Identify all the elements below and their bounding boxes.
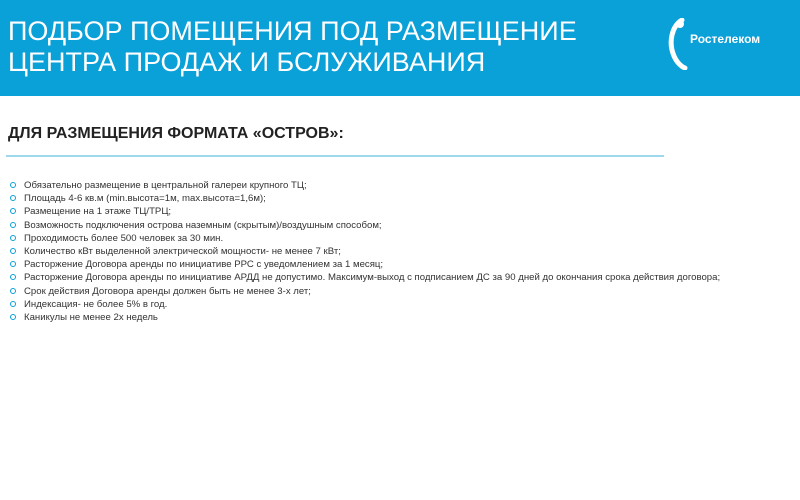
page-title-line-1: ПОДБОР ПОМЕЩЕНИЯ ПОД РАЗМЕЩЕНИЕ: [8, 16, 577, 46]
bullet-circle-icon: [10, 261, 16, 267]
bullet-circle-icon: [10, 301, 16, 307]
list-item: [10, 205, 790, 218]
bullet-circle-icon: [10, 235, 16, 241]
bullet-circle-icon: [10, 314, 16, 320]
list-item: [10, 192, 790, 205]
page-title-line-2: ЦЕНТРА ПРОДАЖ И БСЛУЖИВАНИЯ: [8, 47, 486, 77]
section-divider: [6, 155, 664, 157]
list-item: [10, 219, 790, 232]
list-item-text: Расторжение Договора аренды по инициативе РРС с уведомлением за 1 месяц;: [24, 259, 384, 271]
list-item-text: Срок действия Договора аренды должен быть не менее 3-х лет;: [24, 285, 311, 297]
bullet-circle-icon: [10, 182, 16, 188]
bullet-circle-icon: [10, 208, 16, 214]
list-item: [10, 285, 790, 298]
page-title: [8, 16, 628, 78]
requirements-list: [10, 179, 790, 324]
list-item: [10, 298, 790, 311]
list-item-text: Размещение на 1 этаже ТЦ/ТРЦ;: [24, 206, 172, 218]
list-item: [10, 271, 790, 284]
list-item: [10, 311, 790, 324]
list-item-text: Количество кВт выделенной электрической мощности- не менее 7 кВт;: [24, 246, 341, 258]
bullet-circle-icon: [10, 288, 16, 294]
header-banner: [0, 0, 800, 96]
bullet-circle-icon: [10, 195, 16, 201]
list-item-text: Каникулы не менее 2х недель: [24, 312, 158, 324]
list-item-text: Проходимость более 500 человек за 30 мин.: [24, 232, 224, 244]
rostelecom-logo: [666, 18, 792, 70]
section-heading: ДЛЯ РАЗМЕЩЕНИЯ ФОРМАТА «ОСТРОВ»:: [8, 125, 344, 142]
list-item: [10, 245, 790, 258]
list-item-text: Возможность подключения острова наземным (скрытым)/воздушным способом;: [24, 219, 382, 231]
list-item: [10, 258, 790, 271]
bullet-circle-icon: [10, 222, 16, 228]
list-item-text: Площадь 4-6 кв.м (min.высота=1м, max.высота=1,6м);: [24, 193, 266, 205]
list-item-text: Обязательно размещение в центральной галереи крупного ТЦ;: [24, 180, 307, 191]
list-item: [10, 232, 790, 245]
list-item-text: Индексация- не более 5% в год.: [24, 298, 168, 310]
list-item: [10, 179, 790, 192]
list-item-text: Расторжение Договора аренды по инициативе АРДД не допустимо. Максимум-выход с подписанием ДС за 90 дней до окончания срока действия договора;: [24, 272, 721, 284]
logo-text: Ростелеком: [690, 32, 761, 46]
bullet-circle-icon: [10, 274, 16, 280]
bullet-circle-icon: [10, 248, 16, 254]
